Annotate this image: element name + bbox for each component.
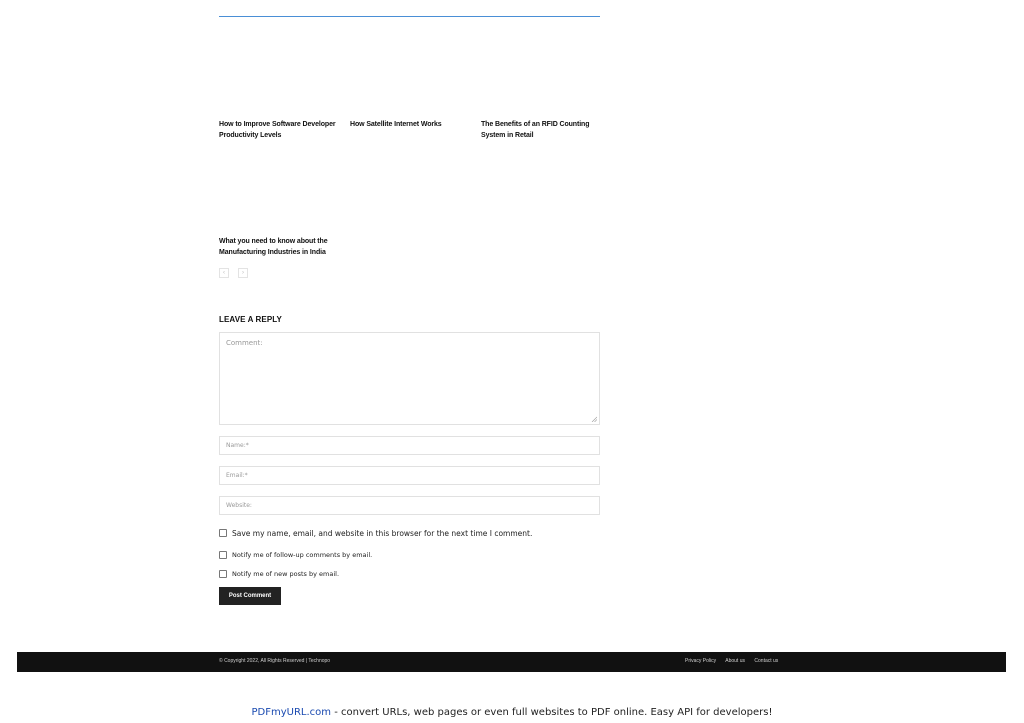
notify-comments-label: Notify me of follow-up comments by email. xyxy=(232,551,373,559)
name-field[interactable] xyxy=(219,436,600,455)
notify-posts-checkbox-row[interactable] xyxy=(219,569,339,579)
notify-comments-checkbox[interactable] xyxy=(219,551,227,559)
email-field[interactable] xyxy=(219,466,600,485)
related-post-title[interactable]: The Benefits of an RFID Counting System in Retail xyxy=(481,121,590,139)
promo-brand-link[interactable]: PDFmyURL.com xyxy=(251,707,332,718)
resize-handle-icon[interactable] xyxy=(591,416,597,422)
footer-links xyxy=(685,658,786,664)
pdf-promo-banner xyxy=(0,707,1024,718)
comment-textarea[interactable] xyxy=(219,332,600,425)
related-post-link[interactable] xyxy=(350,119,470,130)
website-placeholder: Website: xyxy=(226,502,252,509)
related-post-title[interactable]: How to Improve Software Developer Productivity Levels xyxy=(219,121,336,139)
email-placeholder: Email:* xyxy=(226,472,248,479)
footer-link-contact-us[interactable]: Contact us xyxy=(754,658,779,664)
save-info-checkbox-row[interactable] xyxy=(219,528,532,538)
footer-link-privacy-policy[interactable]: Privacy Policy xyxy=(685,658,717,664)
chevron-right-icon: › xyxy=(242,270,244,276)
copyright-text: © Copyright 2022, All Rights Reserved | Technopo xyxy=(219,658,331,664)
related-post-link[interactable] xyxy=(481,119,601,141)
notify-posts-checkbox[interactable] xyxy=(219,570,227,578)
name-placeholder: Name:* xyxy=(226,442,249,449)
save-info-label: Save my name, email, and website in this browser for the next time I comment. xyxy=(232,528,533,538)
reply-heading: LEAVE A REPLY xyxy=(219,315,282,324)
site-footer xyxy=(17,652,1006,672)
post-comment-button[interactable]: Post Comment xyxy=(219,587,281,605)
notify-posts-label: Notify me of new posts by email. xyxy=(232,570,340,578)
next-page-button[interactable] xyxy=(238,268,248,278)
save-info-checkbox[interactable] xyxy=(219,529,227,537)
comment-placeholder: Comment: xyxy=(226,339,263,347)
footer-link-about-us[interactable]: About us xyxy=(725,658,745,664)
related-post-link[interactable] xyxy=(219,119,339,141)
notify-comments-checkbox-row[interactable] xyxy=(219,550,372,560)
related-post-link[interactable] xyxy=(219,236,334,258)
website-field[interactable] xyxy=(219,496,600,515)
prev-page-button[interactable] xyxy=(219,268,229,278)
promo-text: - convert URLs, web pages or even full websites to PDF online. Easy API for developers! xyxy=(331,707,773,718)
related-post-title[interactable]: What you need to know about the Manufacturing Industries in India xyxy=(219,238,328,256)
section-divider xyxy=(219,16,600,17)
chevron-left-icon: ‹ xyxy=(223,270,225,276)
related-post-title[interactable]: How Satellite Internet Works xyxy=(350,121,442,128)
